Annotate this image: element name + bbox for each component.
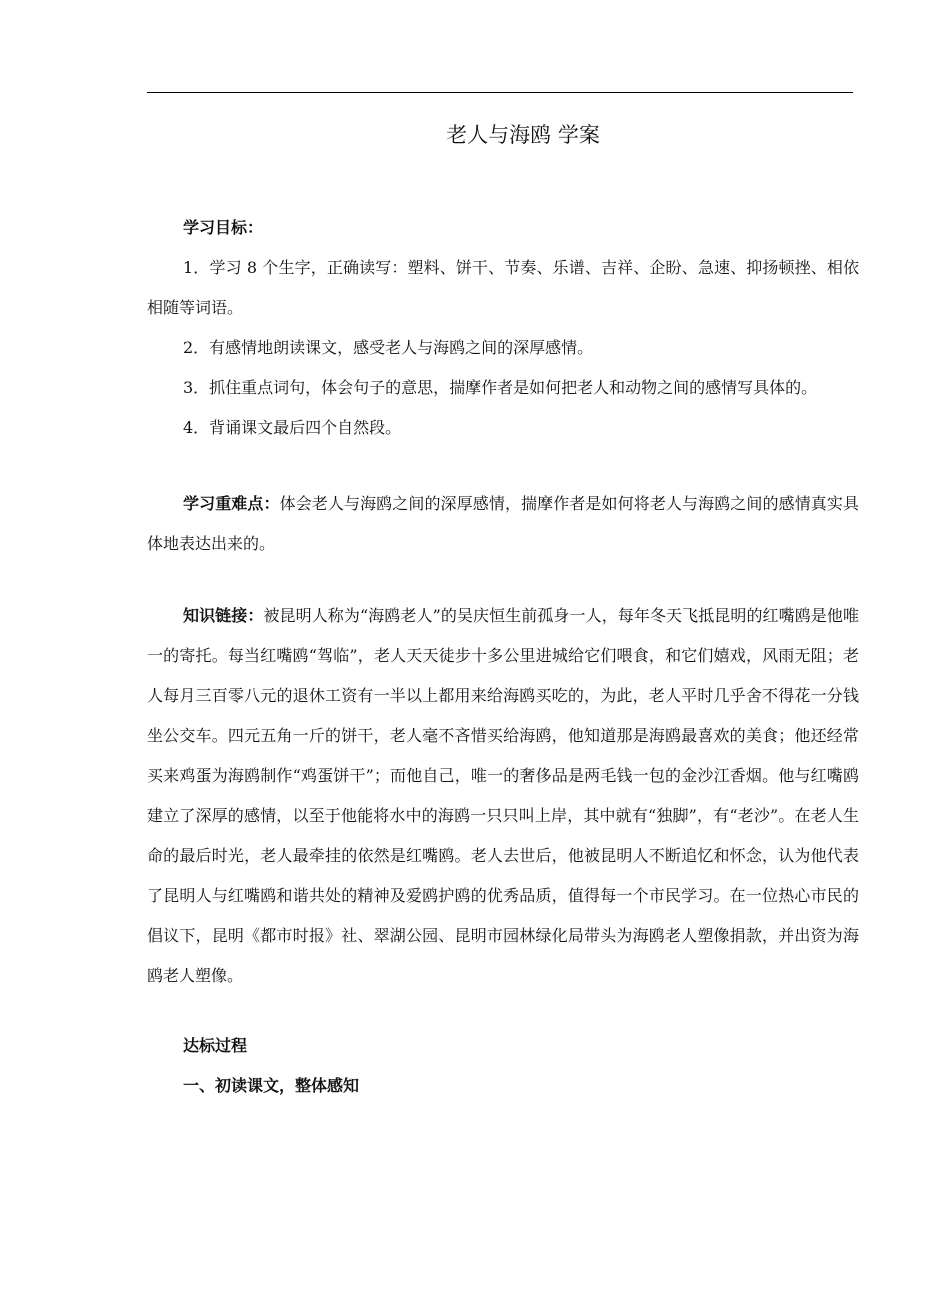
- process-heading-line: [147, 1026, 859, 1066]
- spacer: [147, 564, 859, 596]
- goals-heading: [147, 208, 859, 248]
- knowledge-heading: 知识链接：: [183, 606, 264, 625]
- document-body: [147, 208, 859, 1106]
- difficulty-heading: 学习重难点：: [183, 494, 280, 513]
- spacer: [147, 448, 859, 484]
- process-heading: 达标过程: [183, 1036, 248, 1055]
- difficulty-paragraph: [147, 484, 859, 564]
- page-title: 老人与海鸥 学案: [446, 123, 600, 147]
- knowledge-paragraph: [147, 596, 859, 996]
- section-1-heading: 一、初读课文，整体感知: [183, 1076, 360, 1095]
- difficulty-text: 体会老人与海鸥之间的深厚感情，揣摩作者是如何将老人与海鸥之间的感情真实具体地表达出来的。: [147, 494, 859, 553]
- section-1-heading-line: [147, 1066, 859, 1106]
- header-rule: [147, 92, 853, 93]
- goal-item-2: 2．有感情地朗读课文，感受老人与海鸥之间的深厚感情。: [183, 338, 594, 357]
- spacer: [147, 996, 859, 1026]
- goal-item-3: 3．抓住重点词句，体会句子的意思，揣摩作者是如何把老人和动物之间的感情写具体的。: [183, 378, 818, 397]
- goal-item-4: 4．背诵课文最后四个自然段。: [183, 418, 402, 437]
- knowledge-text: 被昆明人称为“海鸥老人”的吴庆恒生前孤身一人，每年冬天飞抵昆明的红嘴鸥是他唯一的寄托。每当红嘴鸥“驾临”，老人天天徒步十多公里进城给它们喂食，和它们嬉戏，风雨无阻；老人每月三百零八元的退休工资有一半以上都用来给海鸥买吃的，为此，老人平时几乎舍不得花一分钱坐公交车。四元五角一斤的饼干，老人毫不吝惜买给海鸥，他知道那是海鸥最喜欢的美食；他还经常买来鸡蛋为海鸥制作“鸡蛋饼干”；而他自己，唯一的奢侈品是两毛钱一包的金沙江香烟。他与红嘴鸥建立了深厚的感情，以至于他能将水中的海鸥一只只叫上岸，其中就有“独脚”，有“老沙”。在老人生命的最后时光，老人最牵挂的依然是红嘴鸥。老人去世后，他被昆明人不断追忆和怀念，认为他代表了昆明人与红嘴鸥和谐共处的精神及爱鸥护鸥的优秀品质，值得每一个市民学习。在一位热心市民的倡议下，昆明《都市时报》社、翠湖公园、昆明市园林绿化局带头为海鸥老人塑像捐款，并出资为海鸥老人塑像。: [147, 606, 859, 985]
- goal-item-1: 1．学习 8 个生字，正确读写：塑料、饼干、节奏、乐谱、吉祥、企盼、急速、抑扬顿挫、相依相随等词语。: [147, 258, 859, 317]
- goals-heading-label: 学习目标：: [183, 218, 264, 237]
